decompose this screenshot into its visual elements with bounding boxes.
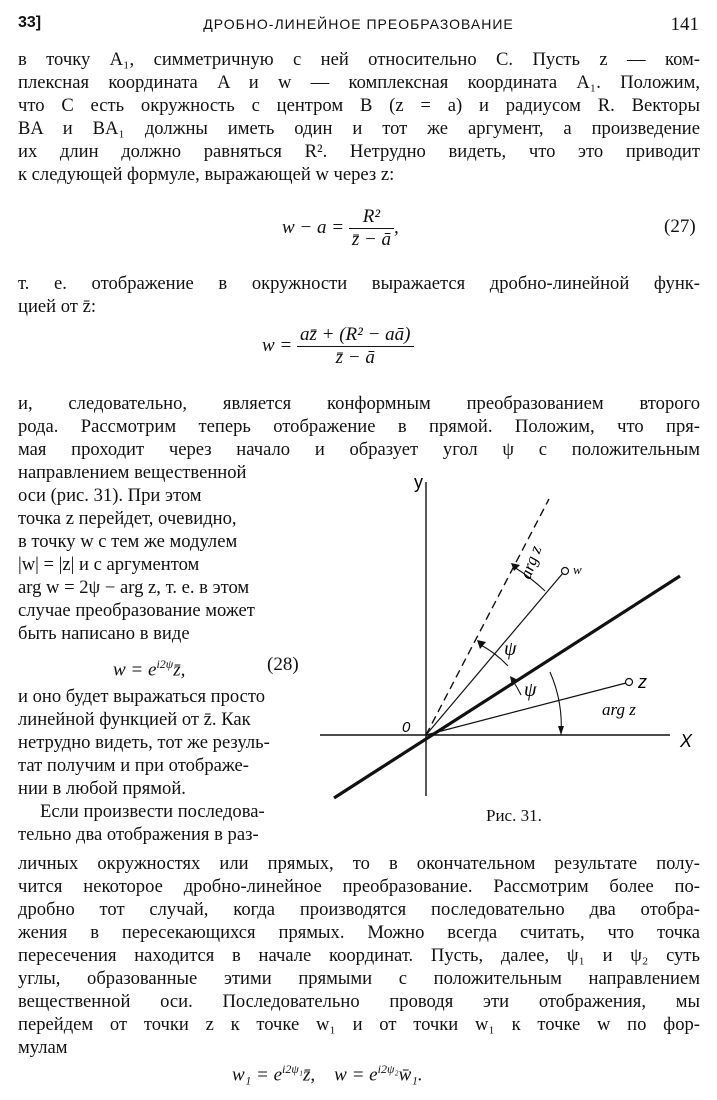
running-header: [18, 14, 699, 38]
text-line: нии в любой прямой.: [18, 778, 186, 799]
text-line: плексная координата A и w — комплексная координата A₁. Положим,: [18, 72, 700, 93]
origin-label: 0: [402, 719, 411, 736]
text-line: жения в пересекающихся прямых. Можно всегда считать, что точка: [18, 922, 700, 943]
eq28-exponent: i2ψ: [156, 657, 174, 671]
eq28-main: w = e: [113, 659, 157, 681]
eq-tail: ,: [394, 216, 399, 238]
text-line: и, следовательно, является конформным преобразованием второго: [18, 393, 700, 414]
text-line: мая проходит через начало и образует угол ψ с положительным: [18, 439, 700, 460]
text-line: линейной функцией от z̄. Как: [18, 709, 251, 730]
text-line: случае преобразование может: [18, 600, 255, 621]
x-axis-label: X: [680, 731, 693, 751]
text-line: чится некоторое дробно-линейное преобразование. Рассмотрим более по-: [18, 876, 700, 897]
psi-upper-label: ψ: [504, 638, 517, 660]
page-number: 141: [670, 14, 699, 35]
text-line: перейдем от точки z к точке w₁ и от точки w₁ к точке w по фор-: [18, 1014, 700, 1035]
paragraph-2: [18, 272, 700, 318]
text-line: направлением вещественной: [18, 462, 247, 483]
eq-part-a-main: w₁ = e: [232, 1064, 283, 1086]
eq-part-b-exponent: i2ψ₂: [377, 1062, 399, 1076]
paragraph-3: [18, 392, 700, 461]
text-line: и оно будет выражаться просто: [18, 686, 266, 707]
figure-caption: Рис. 31.: [486, 806, 542, 825]
text-line: оси (рис. 31). При этом: [18, 485, 202, 506]
mirror-line: [334, 576, 680, 798]
text-line: быть написано в виде: [18, 623, 190, 644]
eq-part-b-main: w = e: [334, 1064, 378, 1086]
text-line: т. е. отображение в окружности выражается дробно-линейной функ-: [18, 273, 700, 294]
text-line: тат получим и при отображе-: [18, 755, 249, 776]
eq-lhs: w − a =: [282, 216, 345, 238]
equation-27: [282, 206, 399, 251]
text-line: в точку A₁, симметричную с ней относительно C. Пусть z — ком-: [18, 49, 700, 70]
text-line: в точку w с тем же модулем: [18, 531, 238, 552]
section-number: 33]: [18, 14, 42, 31]
text-line: мулам: [18, 1037, 68, 1058]
arrow-head: [558, 726, 564, 735]
equation-number-28: (28): [267, 654, 299, 675]
text-line: |w| = |z| и с аргументом: [18, 554, 200, 575]
eq-part-b-tail: w̄₁.: [398, 1064, 423, 1086]
text-line: пересечения находится в начале координат. Пусть, далее, ψ₁ и ψ₂ суть: [18, 945, 700, 966]
text-line: их длин должно равняться R². Нетрудно видеть, что это приводит: [18, 141, 700, 162]
text-line: точка z перейдет, очевидно,: [18, 508, 237, 529]
eq-part-a-exponent: i2ψ₁: [282, 1062, 304, 1076]
eq-denominator: z̄ − ā: [335, 347, 375, 368]
arg-z-upper-label: arg z: [515, 543, 546, 582]
arc-arg-z-lower: [550, 672, 561, 735]
eq28-tail: z̄,: [173, 659, 186, 681]
eq-lhs: w =: [262, 334, 293, 356]
text-line: углы, образованные этими прямыми с положительным направлением: [18, 968, 700, 989]
text-line: что C есть окружность с центром B (z = a) и радиусом R. Векторы: [18, 95, 700, 116]
text-line: к следующей формуле, выражающей w через z:: [18, 164, 395, 185]
y-axis-label: y: [414, 472, 423, 492]
text-line: BA и BA₁ должны иметь один и тот же аргумент, а произведение: [18, 118, 700, 139]
eq-fraction: [297, 324, 414, 369]
text-line: дробно тот случай, когда производятся последовательно два отобра-: [18, 899, 700, 920]
point-z: [626, 679, 633, 686]
chapter-title: ДРОБНО-ЛИНЕЙНОЕ ПРЕОБРАЗОВАНИЕ: [203, 16, 514, 32]
eq28-formula: [113, 653, 185, 681]
equation-w: [262, 324, 414, 369]
text-line: нетрудно видеть, тот же резуль-: [18, 732, 270, 753]
eq-numerator: R²: [349, 206, 394, 229]
paragraph-4: [18, 852, 700, 1059]
eq-denominator: z̄ − ā: [351, 229, 392, 250]
equation-number-27: (27): [664, 216, 696, 237]
text-line: рода. Рассмотрим теперь отображение в прямой. Положим, что пря-: [18, 416, 700, 437]
intro-paragraph: [18, 48, 700, 186]
text-line: вещественной оси. Последовательно проводя эти отображения, мы: [18, 991, 700, 1012]
eq-fraction: [349, 206, 394, 251]
text-line: Если произвести последова-: [40, 801, 265, 822]
psi-lower-label: ψ: [524, 679, 537, 701]
left-column-text: [18, 461, 316, 846]
eq-part-a-tail: z̄,: [303, 1064, 316, 1086]
figure-31: [320, 470, 710, 800]
text-line: личных окружностях или прямых, то в окончательном результате полу-: [18, 853, 700, 874]
point-w: [562, 568, 569, 575]
final-equation: [232, 1062, 423, 1086]
eq-numerator: az̄ + (R² − aā): [297, 324, 414, 347]
text-line: arg w = 2ψ − arg z, т. е. в этом: [18, 577, 250, 598]
equation-28: [18, 645, 316, 685]
arg-z-lower-label: arg z: [602, 700, 636, 719]
z-label: z: [638, 672, 647, 692]
w-label: w: [573, 562, 582, 577]
text-line: цией от z̄:: [18, 296, 96, 317]
text-line: тельно два отображения в раз-: [18, 824, 259, 845]
